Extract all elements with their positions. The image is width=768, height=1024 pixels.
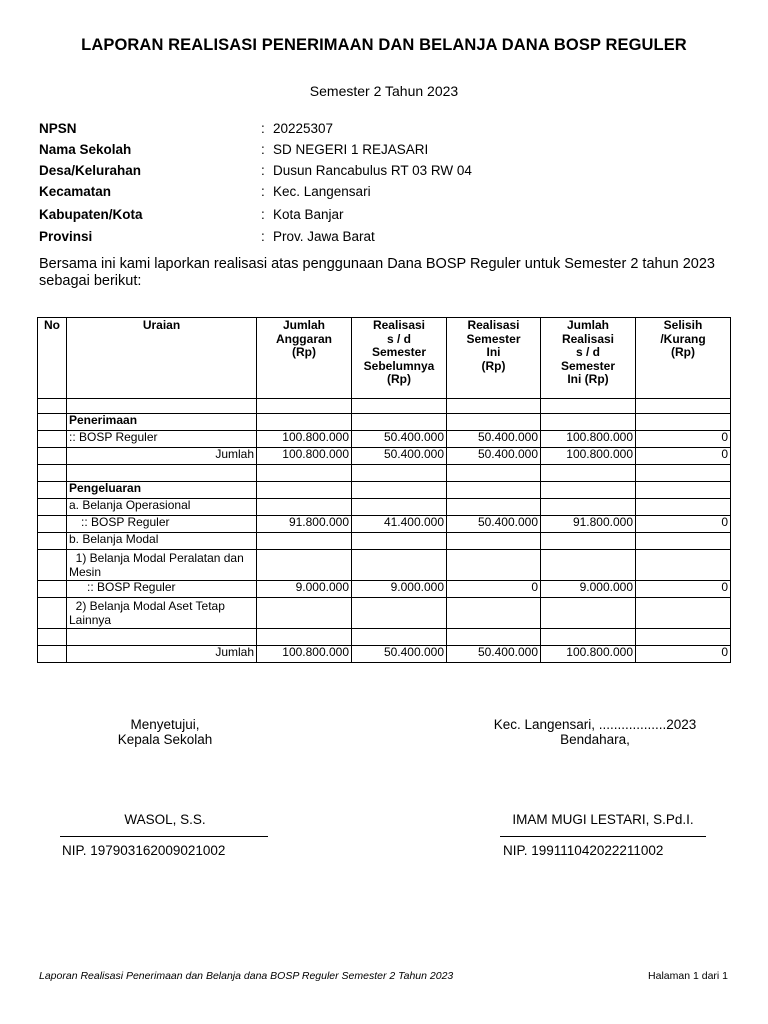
cell-sebelumnya: 50.400.000 — [352, 431, 447, 448]
table-row-pengeluaran — [38, 482, 731, 499]
cell-ini: 50.400.000 — [447, 448, 541, 465]
info-value: Prov. Jawa Barat — [273, 229, 375, 244]
info-colon: : — [261, 184, 265, 199]
cell-anggaran: 9.000.000 — [257, 581, 352, 598]
table-row — [38, 516, 731, 533]
cell-sebelumnya: 41.400.000 — [352, 516, 447, 533]
info-label: Desa/Kelurahan — [39, 163, 142, 178]
info-label: Kecamatan — [39, 184, 112, 199]
row-label: 2) Belanja Modal Aset Tetap Lainnya — [67, 598, 257, 629]
header-anggaran: Jumlah Anggaran (Rp) — [257, 318, 352, 399]
info-value: Dusun Rancabulus RT 03 RW 04 — [273, 163, 472, 178]
info-value: Kota Banjar — [273, 207, 344, 222]
header-realisasi-sebelumnya: Realisasi s / d Semester Sebelumnya (Rp) — [352, 318, 447, 399]
header-no: No — [38, 318, 67, 399]
page-number: Halaman 1 dari 1 — [648, 970, 728, 982]
cell-jumlah: 100.800.000 — [541, 431, 636, 448]
report-subtitle: Semester 2 Tahun 2023 — [309, 83, 459, 99]
row-label: :: BOSP Reguler — [67, 431, 257, 448]
header-realisasi-ini: Realisasi Semester Ini (Rp) — [447, 318, 541, 399]
cell-selisih: 0 — [636, 516, 731, 533]
cell-selisih: 0 — [636, 448, 731, 465]
signature-left-header — [60, 717, 270, 747]
info-label: NPSN — [39, 121, 77, 136]
info-colon: : — [261, 121, 265, 136]
cell-anggaran: 100.800.000 — [257, 646, 352, 663]
cell-anggaran: 100.800.000 — [257, 431, 352, 448]
table-header-row — [38, 318, 731, 399]
info-value: Kec. Langensari — [273, 184, 371, 199]
table-row — [38, 598, 731, 629]
signature-right-line — [500, 836, 706, 837]
table-row-empty — [38, 465, 731, 482]
cell-ini: 0 — [447, 581, 541, 598]
info-label: Provinsi — [39, 229, 93, 244]
cell-selisih: 0 — [636, 646, 731, 663]
cell-ini: 50.400.000 — [447, 516, 541, 533]
signature-right-header — [480, 717, 710, 747]
table-row — [38, 499, 731, 516]
table-row — [38, 431, 731, 448]
signature-right-nip: NIP. 199111042022211002 — [503, 843, 664, 858]
header-selisih: Selisih /Kurang (Rp) — [636, 318, 731, 399]
header-uraian: Uraian — [67, 318, 257, 399]
row-label: Jumlah — [67, 448, 257, 465]
table-row — [38, 533, 731, 550]
cell-anggaran: 91.800.000 — [257, 516, 352, 533]
cell-sebelumnya: 9.000.000 — [352, 581, 447, 598]
signature-left-line — [60, 836, 268, 837]
row-label: 1) Belanja Modal Peralatan dan Mesin — [67, 550, 257, 581]
intro-paragraph: Bersama ini kami laporkan realisasi atas penggunaan Dana BOSP Reguler untuk Semester 2 tahun 2023 sebagai berikut: — [39, 256, 715, 289]
cell-sebelumnya: 50.400.000 — [352, 448, 447, 465]
pengeluaran-label: Pengeluaran — [67, 482, 257, 499]
table-row-penerimaan — [38, 414, 731, 431]
cell-selisih: 0 — [636, 581, 731, 598]
row-label: b. Belanja Modal — [67, 533, 257, 550]
cell-ini: 50.400.000 — [447, 646, 541, 663]
table-row-total — [38, 448, 731, 465]
place-date-label: Kec. Langensari, ..................2023 — [493, 717, 697, 732]
position-label: Kepala Sekolah — [117, 732, 213, 747]
footer-title: Laporan Realisasi Penerimaan dan Belanja dana BOSP Reguler Semester 2 Tahun 2023 — [39, 970, 454, 982]
approval-label: Menyetujui, — [130, 717, 200, 732]
penerimaan-label: Penerimaan — [67, 414, 257, 431]
info-colon: : — [261, 142, 265, 157]
cell-sebelumnya: 50.400.000 — [352, 646, 447, 663]
cell-jumlah: 100.800.000 — [541, 448, 636, 465]
row-label: a. Belanja Operasional — [67, 499, 257, 516]
cell-jumlah: 91.800.000 — [541, 516, 636, 533]
cell-anggaran: 100.800.000 — [257, 448, 352, 465]
info-colon: : — [261, 163, 265, 178]
position-label: Bendahara, — [560, 732, 630, 747]
info-label: Kabupaten/Kota — [39, 207, 143, 222]
info-colon: : — [261, 229, 265, 244]
row-label: :: BOSP Reguler — [67, 516, 257, 533]
info-colon: : — [261, 207, 265, 222]
cell-selisih: 0 — [636, 431, 731, 448]
table-row-empty — [38, 399, 731, 414]
table-row — [38, 550, 731, 581]
info-value: 20225307 — [273, 121, 334, 136]
report-table — [37, 317, 731, 663]
row-label: :: BOSP Reguler — [67, 581, 257, 598]
cell-jumlah: 100.800.000 — [541, 646, 636, 663]
table-row-total — [38, 646, 731, 663]
row-label: Jumlah — [67, 646, 257, 663]
table-row-empty — [38, 629, 731, 646]
table-row — [38, 581, 731, 598]
info-value: SD NEGERI 1 REJASARI — [273, 142, 429, 157]
signature-right-name: IMAM MUGI LESTARI, S.Pd.I. — [512, 812, 694, 827]
signature-left-nip: NIP. 197903162009021002 — [62, 843, 226, 858]
info-label: Nama Sekolah — [39, 142, 132, 157]
header-jumlah-realisasi: Jumlah Realisasi s / d Semester Ini (Rp) — [541, 318, 636, 399]
cell-jumlah: 9.000.000 — [541, 581, 636, 598]
report-title: LAPORAN REALISASI PENERIMAAN DAN BELANJA DANA BOSP REGULER — [81, 36, 687, 54]
cell-ini: 50.400.000 — [447, 431, 541, 448]
signature-left-name: WASOL, S.S. — [124, 812, 206, 827]
